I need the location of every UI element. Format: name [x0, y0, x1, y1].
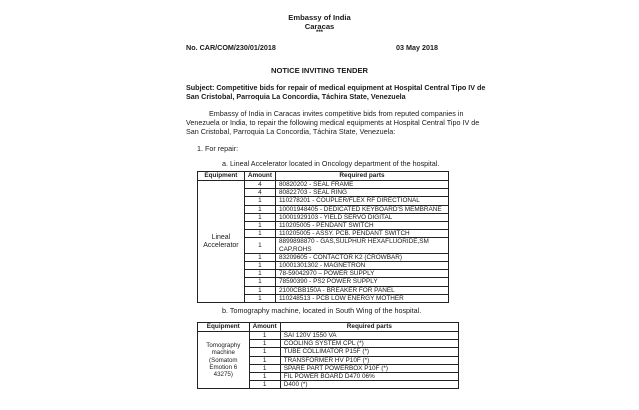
part-cell: 10001948405 - DEDICATED KEYBOARD'S MEMBRANE — [275, 205, 448, 213]
amount-cell: 1 — [249, 364, 280, 372]
subject-line-1: Subject: Competitive bids for repair of medical equipment at Hospital Central Tipo IV de — [186, 83, 486, 92]
amount-cell: 1 — [244, 205, 275, 213]
part-cell: TRANSFORMER HV P10F (*) — [280, 356, 458, 364]
amount-cell: 1 — [249, 340, 280, 348]
column-header-required-parts: Required parts — [275, 172, 448, 181]
item-1-heading: 1. For repair: — [197, 144, 239, 153]
lineal-accelerator-parts-table — [197, 171, 449, 303]
equipment-line: Tomography — [206, 342, 241, 350]
amount-cell: 1 — [244, 286, 275, 294]
amount-cell: 1 — [249, 373, 280, 381]
column-header-equipment: Equipment — [198, 323, 250, 332]
part-cell: 110205005 - PENDANT SWITCH — [275, 222, 448, 230]
document-title: NOTICE INVITING TENDER — [270, 66, 369, 75]
embassy-name: Embassy of India — [288, 13, 351, 22]
sub-b-heading: b. Tomography machine, located in South Wing of the hospital. — [222, 306, 422, 315]
part-cell: 10001929103 - YIELD SERVO DIGITAL — [275, 213, 448, 221]
equipment-line: machine — [211, 349, 235, 357]
amount-cell: 4 — [244, 181, 275, 189]
table-header-row — [198, 172, 449, 181]
equipment-cell — [198, 332, 250, 389]
table-row — [198, 181, 449, 189]
amount-cell: 1 — [244, 270, 275, 278]
amount-cell: 4 — [244, 189, 275, 197]
table-row — [198, 332, 459, 340]
amount-cell: 1 — [249, 356, 280, 364]
intro-line-1: Embassy of India in Caracas invites competitive bids from reputed companies in — [209, 109, 464, 118]
column-header-amount: Amount — [249, 323, 280, 332]
part-cell: SPARE PART POWERBOX P10F (*) — [280, 364, 458, 372]
amount-cell: 1 — [249, 332, 280, 340]
document-date: 03 May 2018 — [396, 43, 438, 52]
intro-line-3: San Cristobal, Parroquia La Concordia, Táchira State, Venezuela: — [186, 127, 396, 136]
part-cell: 78-59042970 – POWER SUPPLY — [275, 270, 448, 278]
part-cell: 78590390 - PS2 POWER SUPPLY — [275, 278, 448, 286]
amount-cell: 1 — [249, 348, 280, 356]
part-cell: D400 (*) — [280, 381, 458, 389]
table-header-row — [198, 323, 459, 332]
part-cell: 80822703 - SEAL RING — [275, 189, 448, 197]
column-header-equipment: Equipment — [198, 172, 245, 181]
column-header-amount: Amount — [244, 172, 275, 181]
part-cell: 110205005 - ASSY. PCB. PENDANT SWITCH — [275, 230, 448, 238]
amount-cell: 1 — [244, 262, 275, 270]
part-cell — [275, 238, 448, 253]
part-cell: 2100CBB150A - BREAKER FOR PANEL — [275, 286, 448, 294]
part-cell: TUBE COLLIMATOR P15F (*) — [280, 348, 458, 356]
reference-number: No. CAR/COM/230/01/2018 — [186, 43, 276, 52]
part-cell: FIL POWER BOARD D470 06% — [280, 373, 458, 381]
amount-cell: 1 — [249, 381, 280, 389]
equipment-line: Emotion 6 43275) — [209, 363, 238, 379]
amount-cell: 1 — [244, 230, 275, 238]
amount-cell: 1 — [244, 213, 275, 221]
embassy-city: Caracas — [304, 22, 335, 31]
sub-a-heading: a. Lineal Accelerator located in Oncology department of the hospital. — [222, 159, 440, 168]
amount-cell: 1 — [244, 222, 275, 230]
part-cell: 110248513 - PCB LOW ENERGY MOTHER — [275, 294, 448, 302]
part-text: 8899898870 - GAS,SULPHUR HEXAFLUORIDE,SM — [278, 238, 429, 246]
amount-cell: 1 — [244, 238, 275, 253]
part-cell: SAI 120V 1550 VA — [280, 332, 458, 340]
header-ornament: *** — [315, 30, 323, 36]
part-cell: 110278201 - COUPLER/FLEX RF DIRECTIONAL — [275, 197, 448, 205]
amount-cell: 1 — [244, 278, 275, 286]
column-header-required-parts: Required parts — [280, 323, 458, 332]
subject-line-2: San Cristobal, Parroquia La Concordia, Táchira State, Venezuela — [186, 92, 406, 101]
equipment-line: (Somatom — [209, 356, 238, 364]
part-cell: 83209605 - CONTACTOR K2 (CROWBAR) — [275, 253, 448, 261]
amount-cell: 1 — [244, 197, 275, 205]
part-cell: COOLING SYSTEM CPL (*) — [280, 340, 458, 348]
intro-line-2: Venezuela or India, to repair the following medical equipments at Hospital Central Tipo IV de — [186, 118, 480, 127]
equipment-cell: Lineal Accelerator — [198, 181, 245, 303]
amount-cell: 1 — [244, 294, 275, 302]
tomography-parts-table — [197, 322, 459, 389]
amount-cell: 1 — [244, 253, 275, 261]
part-cell: 80820202 - SEAL FRAME — [275, 181, 448, 189]
part-cell: 10001301302 - MAGNETRON — [275, 262, 448, 270]
part-text-continued: CAP,ROHS — [278, 245, 312, 253]
